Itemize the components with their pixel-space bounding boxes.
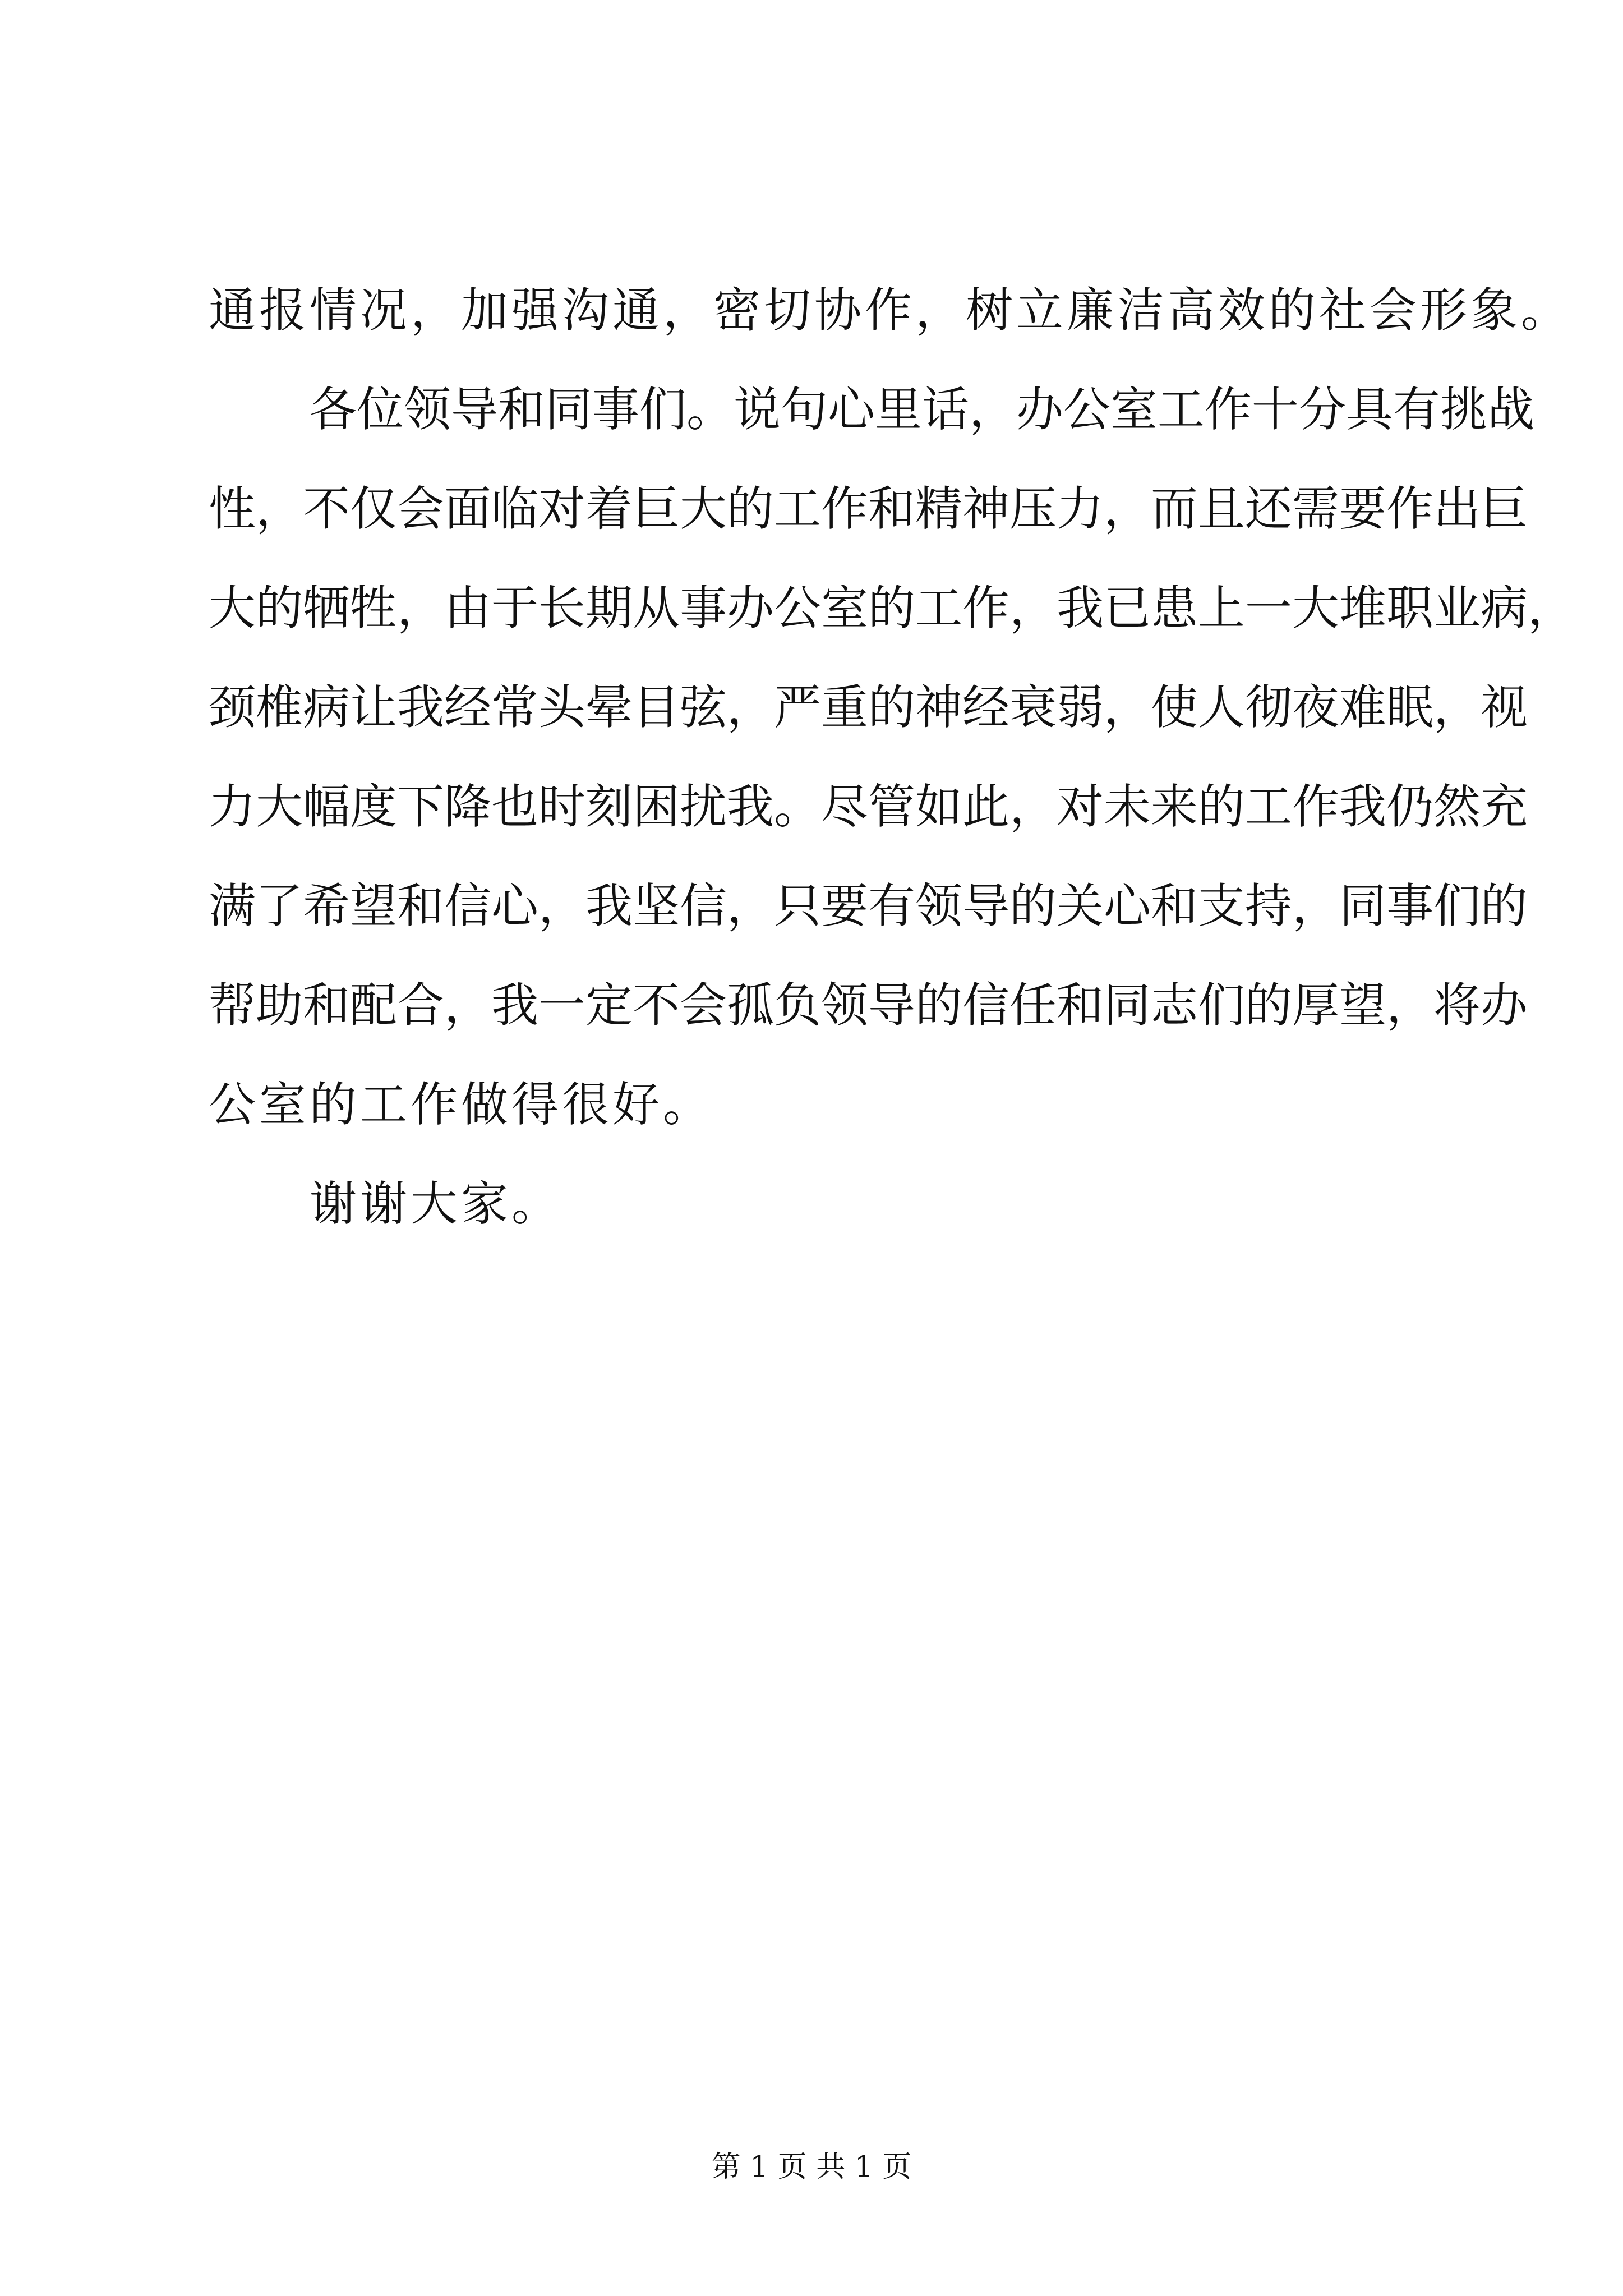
page-number-footer: 第 1 页 共 1 页 <box>711 2150 912 2184</box>
paragraph-line: 公室的工作做得很好。 <box>209 1077 714 1132</box>
paragraph-line: 通报情况，加强沟通，密切协作，树立廉洁高效的社会形象。 <box>209 283 1572 338</box>
paragraph-line: 大的牺牲，由于长期从事办公室的工作，我已患上一大堆职业病， <box>209 581 1575 636</box>
paragraph-line: 谢谢大家。 <box>310 1176 562 1231</box>
paragraph-line: 帮助和配合，我一定不会孤负领导的信任和同志们的厚望，将办 <box>209 978 1528 1033</box>
paragraph-line: 性，不仅会面临对着巨大的工作和精神压力，而且还需要作出巨 <box>209 481 1528 536</box>
document-body <box>209 261 1575 1254</box>
paragraph-line: 颈椎病让我经常头晕目弦，严重的神经衰弱，使人彻夜难眠，视 <box>209 680 1528 735</box>
paragraph-line: 各位领导和同事们。说句心里话，办公室工作十分具有挑战 <box>310 382 1535 437</box>
paragraph-line: 力大幅度下降也时刻困扰我。尽管如此，对未来的工作我仍然充 <box>209 779 1528 834</box>
paragraph-line: 满了希望和信心，我坚信，只要有领导的关心和支持，同事们的 <box>209 878 1528 933</box>
